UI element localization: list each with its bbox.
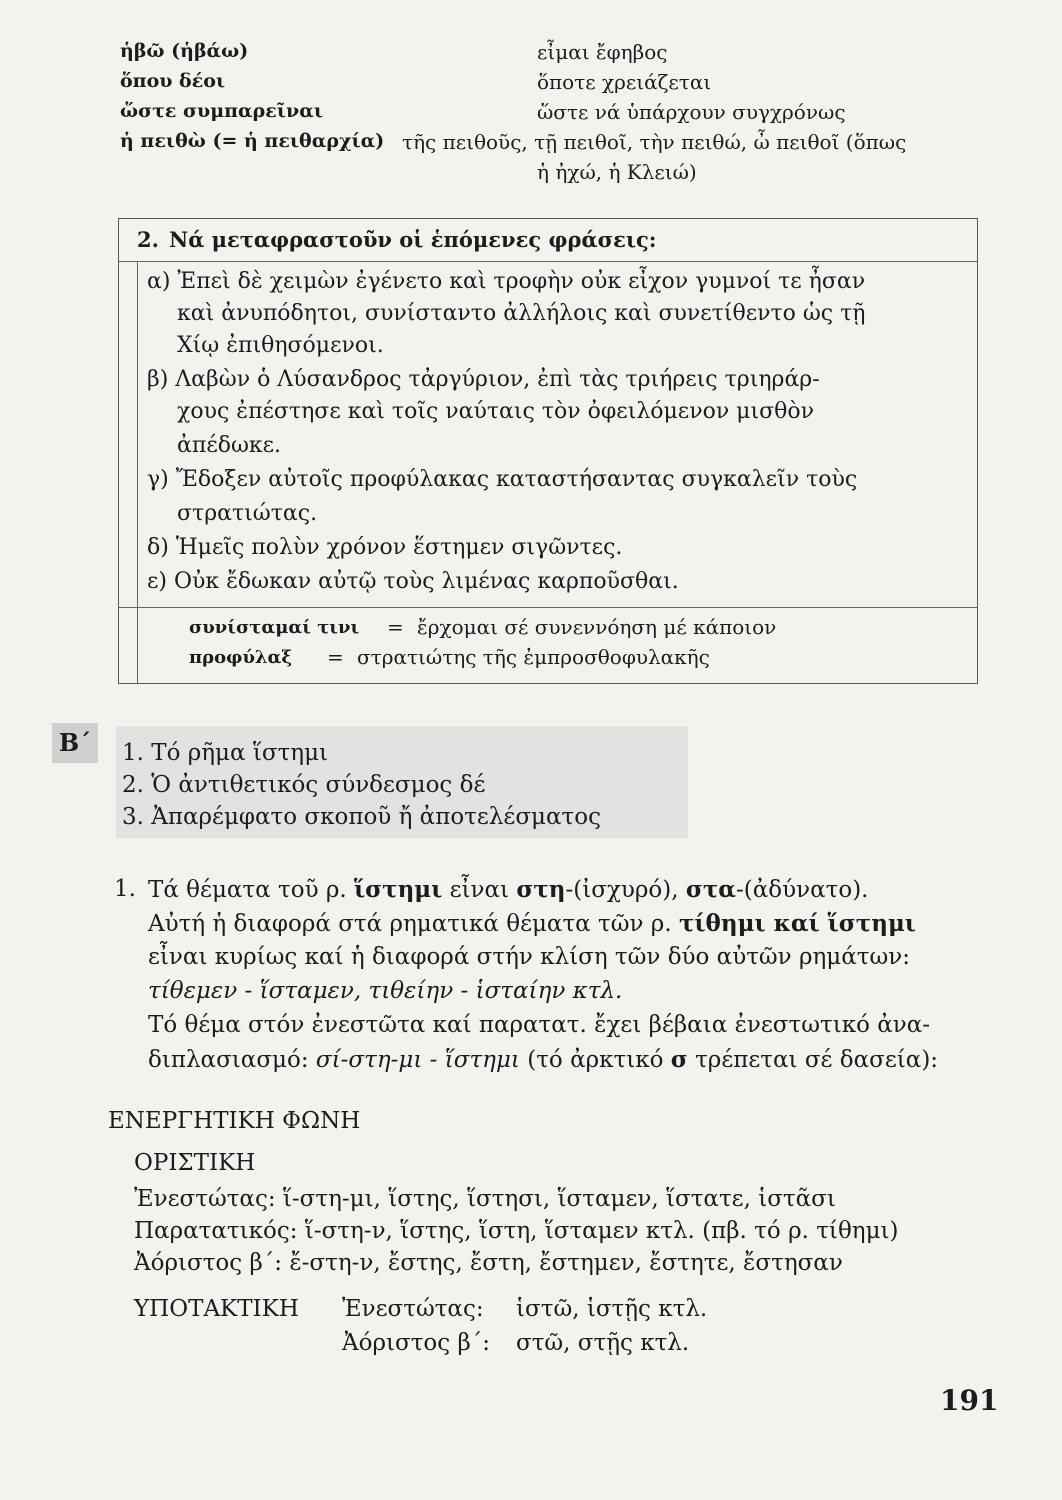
exercise-line: χους ἐπέστησε καὶ τοῖς ναύταις τὸν ὀφειλόμενον μισθὸν xyxy=(177,399,814,424)
section-topics xyxy=(116,726,688,838)
gloss-term-1: ἡβῶ (ἡβάω) xyxy=(120,40,249,62)
gloss-term-3: ὥστε συμπαρεῖναι xyxy=(120,100,324,122)
topic-item: 3. Ἀπαρέμφατο σκοποῦ ἤ ἀποτελέσματος xyxy=(122,804,601,830)
exercise-line: Χίῳ ἐπιθησόμενοι. xyxy=(177,333,384,358)
note-eq: = xyxy=(387,615,404,639)
body-line-3: εἶναι κυρίως καί ἡ διαφορά στήν κλίση τῶν δύο αὐτῶν ρημάτων: xyxy=(148,944,910,970)
conjugation-row: Ἐνεστώτας: ἵ-στη-μι, ἵστης, ἵστησι, ἵσταμεν, ἵστατε, ἱστᾶσι xyxy=(134,1186,836,1212)
conjugation-row: Ἀόριστος β΄: ἔ-στη-ν, ἔστης, ἔστη, ἔστημεν, ἔστητε, ἔστησαν xyxy=(134,1250,843,1276)
gloss-meaning-4: τῆς πειθοῦς, τῇ πειθοῖ, τὴν πειθώ, ὦ πειθοῖ (ὅπως xyxy=(402,130,907,154)
subjunctive-label: Ἀόριστος β΄: xyxy=(342,1330,491,1356)
exercise-line: ε) Οὐκ ἔδωκαν αὐτῷ τοὺς λιμένας καρποῦσθαι. xyxy=(147,569,679,594)
exercise-line: β) Λαβὼν ὁ Λύσανδρος τἀργύριον, ἐπὶ τὰς τριήρεις τριηράρ- xyxy=(147,367,820,392)
exercise-heading-num: 2. xyxy=(137,227,159,252)
note-term: συνίσταμαί τινι xyxy=(189,617,360,638)
gloss-term-2: ὅπου δέοι xyxy=(120,70,226,92)
exercise-line: α) Ἐπεὶ δὲ χειμὼν ἐγένετο καὶ τροφὴν οὐκ εἶχον γυμνοί τε ἦσαν xyxy=(147,269,866,294)
exercise-heading: Νά μεταφραστοῦν οἱ ἑπόμενες φράσεις: xyxy=(169,227,657,252)
body-line-5: Τό θέμα στόν ἐνεστῶτα καί παρατατ. ἔχει βέβαια ἐνεστωτικό ἀνα- xyxy=(148,1012,931,1038)
mood-heading: ΟΡΙΣΤΙΚΗ xyxy=(134,1150,256,1176)
note-eq: = xyxy=(327,645,344,669)
body-line-1: Τά θέματα τοῦ ρ. ἵστημι εἶναι στη-(ἰσχυρό), στα-(ἀδύνατο). xyxy=(148,876,869,903)
exercise-line: γ) Ἔδοξεν αὐτοῖς προφύλακας καταστήσαντας συγκαλεῖν τοὺς xyxy=(147,467,858,492)
exercise-line: ἀπέδωκε. xyxy=(177,433,282,458)
body-line-6: διπλασιασμό: σί-στη-μι - ἵστημι (τό ἀρκτικό σ τρέπεται σέ δασεία): xyxy=(148,1046,939,1073)
subjunctive-label: Ἐνεστώτας: xyxy=(342,1296,484,1322)
gloss-term-4: ἡ πειθὼ (= ἡ πειθαρχία) xyxy=(120,130,385,152)
topic-item: 1. Τό ρῆμα ἵστημι xyxy=(122,740,329,766)
gloss-meaning-3: ὥστε νά ὑπάρχουν συγχρόνως xyxy=(537,100,846,124)
subjunctive-forms: ἱστῶ, ἱστῇς κτλ. xyxy=(516,1296,708,1322)
gloss-meaning-4-cont: ἡ ἠχώ, ἡ Κλειώ) xyxy=(537,160,697,184)
body-line-4: τίθεμεν - ἵσταμεν, τιθείην - ἱσταίην κτλ. xyxy=(148,978,623,1004)
subjunctive-forms: στῶ, στῇς κτλ. xyxy=(516,1330,690,1356)
note-term: προφύλαξ xyxy=(189,647,293,668)
exercise-line: δ) Ἡμεῖς πολὺν χρόνον ἕστημεν σιγῶντες. xyxy=(147,535,623,560)
exercise-box xyxy=(118,218,978,684)
voice-heading: ΕΝΕΡΓΗΤΙΚΗ ΦΩΝΗ xyxy=(108,1108,361,1134)
gloss-meaning-1: εἶμαι ἔφηβος xyxy=(537,40,668,64)
note-meaning: στρατιώτης τῆς ἐμπροσθοφυλακῆς xyxy=(357,645,710,669)
gloss-meaning-2: ὅποτε χρειάζεται xyxy=(537,70,712,94)
conjugation-row: Παρατατικός: ἵ-στη-ν, ἵστης, ἵστη, ἵσταμεν κτλ. (πβ. τό ρ. τίθημι) xyxy=(134,1218,899,1244)
exercise-line: καὶ ἀνυπόδητοι, συνίσταντο ἀλλήλοις καὶ συνετίθεντο ὡς τῇ xyxy=(177,301,866,326)
topic-item: 2. Ὁ ἀντιθετικός σύνδεσμος δέ xyxy=(122,772,486,798)
section-badge: Β΄ xyxy=(52,723,98,763)
mood-heading-2: ΥΠΟΤΑΚΤΙΚΗ xyxy=(134,1296,299,1322)
exercise-line: στρατιώτας. xyxy=(177,501,318,526)
body-line-2: Αὐτή ἡ διαφορά στά ρηματικά θέματα τῶν ρ. τίθημι καί ἵστημι xyxy=(148,910,916,937)
page-number: 191 xyxy=(940,1384,999,1417)
paragraph-number: 1. xyxy=(114,876,136,902)
note-meaning: ἔρχομαι σέ συνεννόηση μέ κάποιον xyxy=(417,615,777,639)
